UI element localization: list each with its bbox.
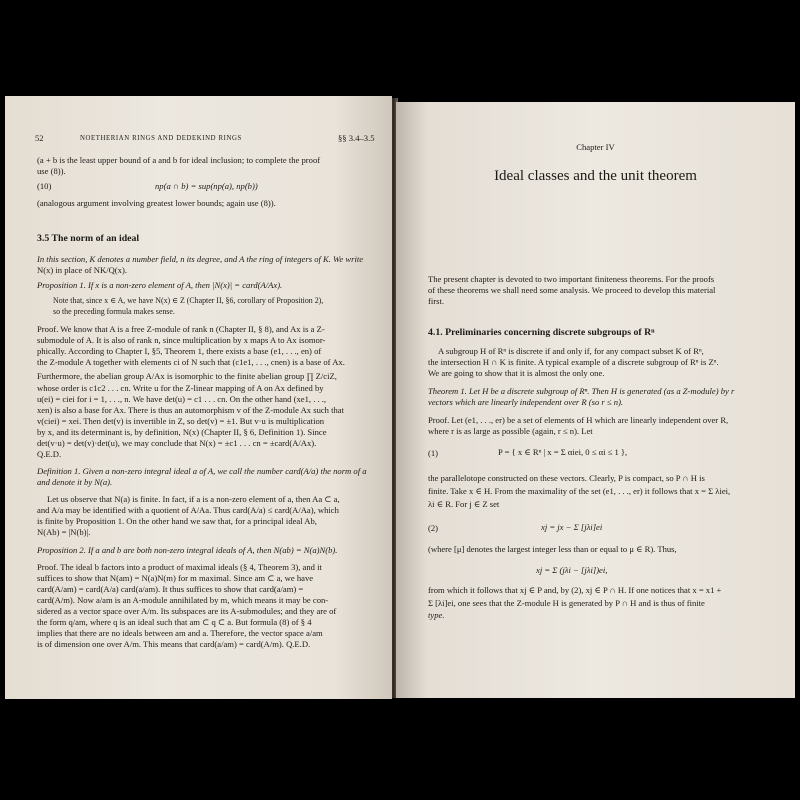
paragraph-line: N(Ab) = |N(b)|. — [37, 527, 91, 537]
chapter-label: Chapter IV — [576, 142, 615, 152]
intro-line: of these theorems we shall need some analysis. We proceed to develop this material — [428, 285, 716, 295]
proof-line: sidered as a vector space over A/m. Its subspaces are its A-submodules; and they are of — [37, 606, 337, 616]
section-ref: §§ 3.4–3.5 — [338, 133, 375, 143]
proof-line: v(ciei) = xei. Then det(v) is invertible in Z, so det(v) = ±1. But v·u is multiplication — [37, 416, 325, 426]
equation: xj = jx − Σ [jλi]ei — [541, 522, 603, 532]
right-page — [396, 102, 795, 698]
equation-label: (2) — [428, 523, 439, 533]
paragraph-line: A subgroup H of Rⁿ is discrete if and only if, for any compact subset K of Rⁿ, — [438, 346, 704, 356]
paragraph-line: the parallelotope constructed on these vectors. Clearly, P is compact, so P ∩ H is — [428, 473, 705, 483]
text-line: (a + b is the least upper bound of a and b for ideal inclusion; to complete the proof — [37, 155, 321, 165]
paragraph-line: λi ∈ R. For j ∈ Z set — [428, 499, 500, 509]
proof-line: Furthermore, the abelian group A/Ax is isomorphic to the finite abelian group ∏ Z/ciZ, — [37, 371, 337, 381]
paragraph-line: the intersection H ∩ K is finite. A typical example of a discrete subgroup of Rⁿ is Zⁿ. — [428, 357, 719, 367]
proof-line: is of dimension one over A/m. This means that card(a/am) = card(A/m). Q.E.D. — [37, 639, 311, 649]
text-line: use (8)). — [37, 166, 66, 176]
proof-line: implies that there are no ideals between am and a. Therefore, the vector space a/am — [37, 628, 323, 638]
proof-line: card(A/am) = card(A/a) card(a/am). It thus suffices to show that card(a/am) = — [37, 584, 304, 594]
proof-line: submodule of A. It is also of rank n, since multiplication by x maps A to Ax isomor- — [37, 335, 326, 345]
proof-line: by x, and its determinant is, by definition, N(x) (Chapter II, § 6, Definition 1). Since — [37, 427, 327, 437]
definition-1: Definition 1. Given a non-zero integral ideal a of A, we call the number card(A/a) the norm of a — [37, 466, 367, 476]
proof-line: Q.E.D. — [37, 449, 62, 459]
intro-line: N(x) in place of NK/Q(x). — [37, 265, 127, 275]
intro-line: The present chapter is devoted to two important finiteness theorems. For the proofs — [428, 274, 715, 284]
equation-label: (1) — [428, 448, 439, 458]
running-head: NOETHERIAN RINGS AND DEDEKIND RINGS — [80, 135, 242, 142]
proof-line: phically. According to Chapter I, §5, Theorem 1, there exists a base (e1, . . ., en) of — [37, 346, 322, 356]
intro-line: In this section, K denotes a number field, n its degree, and A the ring of integers of K. We write — [37, 254, 364, 264]
proof-line: det(v·u) = det(v)·det(u), we may conclude that N(x) = ±c1 . . . cn = ±card(A/Ax). — [37, 438, 317, 448]
proof-line: the form q/am, where q is an ideal such that am ⊂ q ⊂ a. But formula (8) of § 4 — [37, 617, 312, 627]
paragraph-line: Σ [λi]ei, one sees that the Z-module H is generated by P ∩ H and is thus of finite — [428, 598, 705, 608]
definition-1: and denote it by N(a). — [37, 477, 113, 487]
paragraph-line: finite. Take x ∈ H. From the maximality of the set (e1, . . ., er) it follows that x = Σ λiei, — [428, 486, 731, 496]
page-number: 52 — [35, 133, 44, 143]
note-line: so the preceding formula makes sense. — [53, 307, 175, 316]
paragraph-line: We are going to show that it is almost the only one. — [428, 368, 605, 378]
proof-line: suffices to show that N(am) = N(a)N(m) for m maximal. Since am ⊂ a, we have — [37, 573, 314, 583]
left-page — [5, 96, 392, 699]
paragraph-line: from which it follows that xj ∈ P and, by (2), xj ∈ P ∩ H. If one notices that x = x1 + — [428, 585, 722, 595]
theorem-1: Theorem 1. Let H be a discrete subgroup of Rⁿ. Then H is generated (as a Z-module) by r — [428, 386, 735, 396]
chapter-title: Ideal classes and the unit theorem — [494, 168, 697, 184]
proposition-1: Proposition 1. If x is a non-zero element of A, then |N(x)| = card(A/Ax). — [37, 280, 283, 290]
proposition-2: Proposition 2. If a and b are both non-zero integral ideals of A, then N(ab) = N(a)N(b). — [37, 545, 338, 555]
paragraph-line: and A/a may be identified with a quotient of A/Aa. Thus card(A/a) ≤ card(A/Aa), which — [37, 505, 339, 515]
proof-line: where r is as large as possible (again, r ≤ n). Let — [428, 426, 593, 436]
proof-line: Proof. Let (e1, . . ., er) be a set of elements of H which are linearly independent over R, — [428, 415, 729, 425]
proof-line: xen) is also a base for Ax. There is thus an automorphism v of the Z-module Ax such that — [37, 405, 345, 415]
proof-line: Proof. The ideal b factors into a product of maximal ideals (§ 4, Theorem 3), and it — [37, 562, 322, 572]
text-line: (analogous argument involving greatest lower bounds; again use (8)). — [37, 198, 276, 208]
intro-line: first. — [428, 296, 444, 306]
section-heading: 4.1. Preliminaries concerning discrete subgroups of Rⁿ — [428, 327, 655, 338]
section-heading: 3.5 The norm of an ideal — [37, 233, 140, 244]
equation-label: (10) — [37, 181, 52, 191]
theorem-1: vectors which are linearly independent over R (so r ≤ n). — [428, 397, 624, 407]
equation: P = { x ∈ Rⁿ | x = Σ αiei, 0 ≤ αi ≤ 1 }, — [498, 447, 628, 457]
proof-line: Proof. We know that A is a free Z-module of rank n (Chapter II, § 8), and Ax is a Z- — [37, 324, 325, 334]
paragraph-line: Let us observe that N(a) is finite. In fact, if a is a non-zero element of a, then Aa ⊂ a, — [47, 494, 340, 504]
note-line: Note that, since x ∈ A, we have N(x) ∈ Z (Chapter II, §6, corollary of Proposition 2), — [53, 296, 324, 305]
paragraph-line: (where [μ] denotes the largest integer less than or equal to μ ∈ R). Thus, — [428, 544, 677, 554]
proof-line: u(ei) = ciei for i = 1, . . ., n. We have det(u) = c1 . . . cn. On the other hand (xe1, . . ., — [37, 394, 327, 404]
proof-line: the Z-module A together with elements ci of N such that (c1e1, . . ., cnen) is a base of Ax. — [37, 357, 345, 367]
equation: xj = Σ (jλi − [jλi])ei, — [536, 565, 608, 575]
proof-line: whose order is c1c2 . . . cn. Write u for the Z-linear mapping of A on Ax defined by — [37, 383, 324, 393]
equation: np(a ∩ b) = sup(np(a), np(b)) — [155, 181, 258, 191]
paragraph-line: is finite by Proposition 1. On the other hand we saw that, for a principal ideal Ab, — [37, 516, 317, 526]
proof-line: card(A/m). Now a/am is an A-module annihilated by m, which means it may be con- — [37, 595, 329, 605]
paragraph-line: type. — [428, 610, 445, 620]
